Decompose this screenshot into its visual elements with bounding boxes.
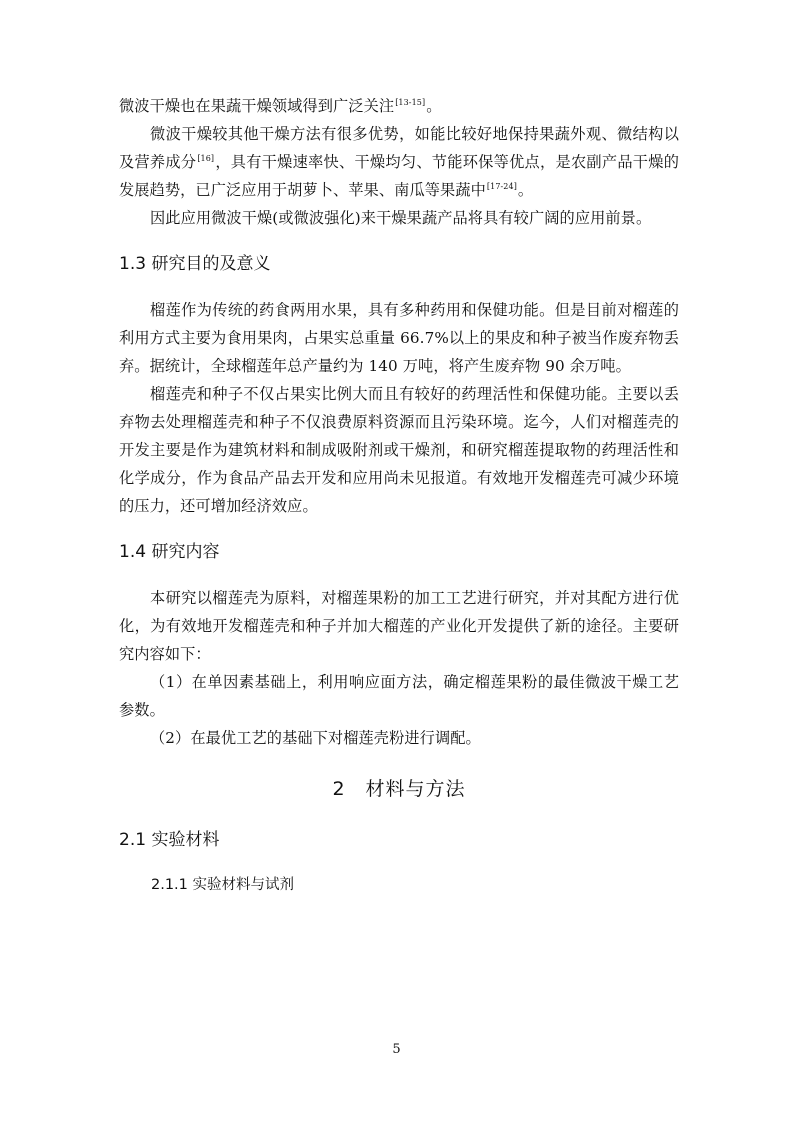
section-heading-2-1: 2.1 实验材料	[119, 830, 220, 850]
citation-ref: [17-24]	[486, 181, 517, 191]
intro-paragraph-1	[119, 92, 679, 120]
intro-paragraph-3: 因此应用微波干燥(或微波强化)来干燥果蔬产品将具有较广阔的应用前景。	[150, 209, 652, 227]
document-page	[119, 92, 679, 898]
intro-p2-b: ，具有干燥速率快、干燥均匀、节能环保等优点，是农副产品干燥的发展趋势，已广泛应用于胡萝卜、苹果、南瓜等果蔬中	[119, 153, 680, 199]
research-item-1: （1）在单因素基础上，利用响应面方法，确定榴莲果粉的最佳微波干燥工艺参数。	[119, 673, 679, 719]
page-number: 5	[392, 1042, 401, 1057]
research-item-2: （2）在最优工艺的基础下对榴莲壳粉进行调配。	[150, 729, 481, 747]
section-heading-1-3: 1.3 研究目的及意义	[119, 254, 271, 274]
chapter-heading-2: 2 材料与方法	[332, 778, 466, 800]
intro-p1-end: 。	[426, 97, 442, 115]
citation-ref: [13-15]	[395, 97, 426, 107]
section-1-3-paragraph-1: 榴莲作为传统的药食两用水果，具有多种药用和保健功能。但是目前对榴莲的利用方式主要为食用果肉，占果实总重量 66.7%以上的果皮和种子被当作废弃物丢弃。据统计，全球榴莲年总产量约为 140 万吨，将产生废弃物 90 余万吨。	[119, 301, 679, 375]
intro-p2-a: 微波干燥较其他干燥方法有很多优势，如能比较好地保持果蔬外观、微结构以及营养成分	[119, 125, 679, 171]
intro-p1-text: 微波干燥也在果蔬干燥领域得到广泛关注	[119, 97, 395, 115]
section-1-3-paragraph-2: 榴莲壳和种子不仅占果实比例大而且有较好的药理活性和保健功能。主要以丢弃物去处理榴莲壳和种子不仅浪费原料资源而且污染环境。迄今，人们对榴莲壳的开发主要是作为建筑材料和制成吸附剂或干燥剂，和研究榴莲提取物的药理活性和化学成分，作为食品产品去开发和应用尚未见报道。有效地开发榴莲壳可减少环境的压力，还可增加经济效应。	[119, 385, 679, 515]
section-1-4-paragraph-1: 本研究以榴莲壳为原料，对榴莲果粉的加工工艺进行研究，并对其配方进行优化，为有效地开发榴莲壳和种子并加大榴莲的产业化开发提供了新的途径。主要研究内容如下：	[119, 589, 679, 663]
subsection-heading-2-1-1: 2.1.1 实验材料与试剂	[151, 877, 295, 893]
section-heading-1-4: 1.4 研究内容	[119, 542, 220, 562]
intro-paragraph-2	[119, 120, 679, 204]
citation-ref: [16]	[197, 153, 215, 163]
intro-p2-c: 。	[517, 181, 534, 199]
